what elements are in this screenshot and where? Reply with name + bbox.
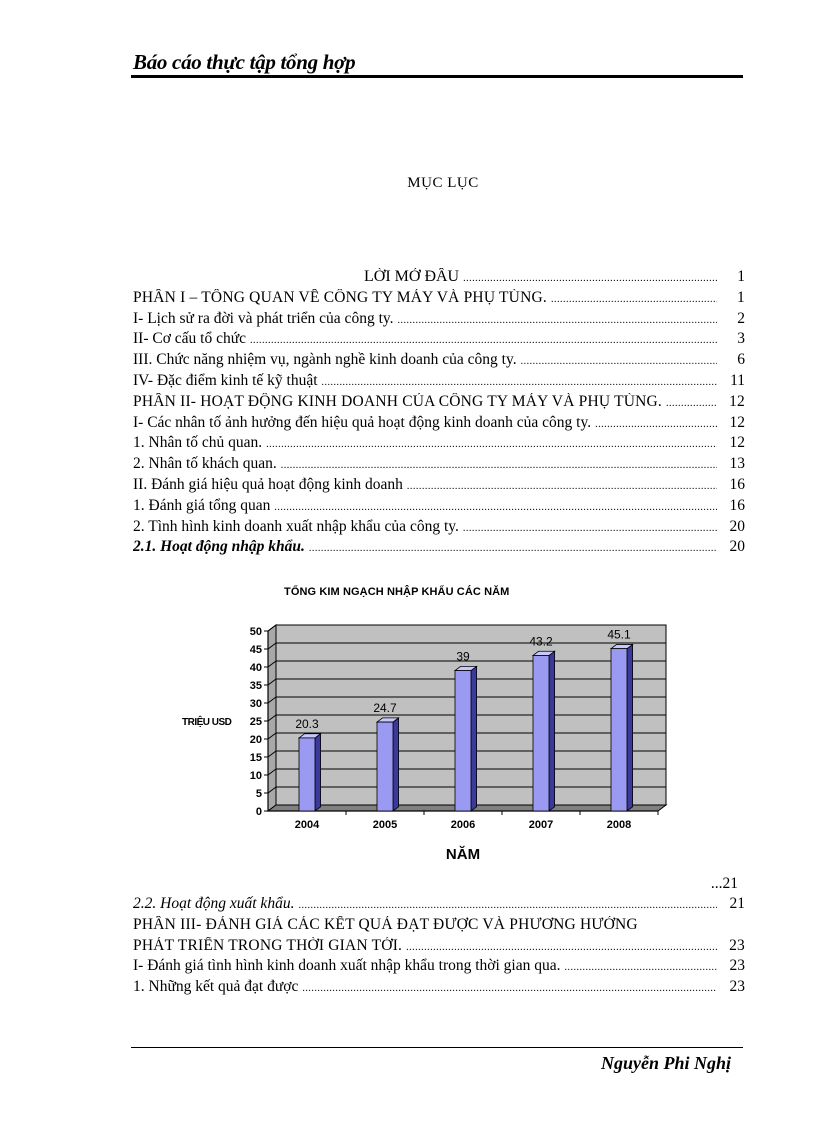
- toc-entry[interactable]: [133, 414, 745, 435]
- toc-entry-title: IV- Đặc điểm kinh tế kỹ thuật: [133, 371, 318, 389]
- bar: [611, 649, 627, 811]
- toc-entry-title: I- Lịch sử ra đời và phát triển của công ty.: [133, 309, 394, 327]
- toc-entry-title: II. Đánh giá hiệu quả hoạt động kinh doanh: [133, 475, 403, 493]
- y-tick-label: 30: [249, 698, 262, 710]
- toc-entry[interactable]: [133, 434, 745, 455]
- y-axis-label: TRIỆU USD: [182, 717, 232, 728]
- toc-entry-title: III. Chức năng nhiệm vụ, ngành nghề kinh doanh của công ty.: [133, 351, 517, 369]
- toc-dot-leader: [551, 294, 717, 305]
- toc-dot-leader: [398, 315, 718, 326]
- chart-title: TỔNG KIM NGẠCH NHẬP KHẨU CÁC NĂM: [284, 586, 510, 598]
- toc-entry[interactable]: [133, 937, 745, 958]
- toc-entry[interactable]: [133, 289, 745, 310]
- toc-entry-page: 23: [729, 978, 745, 996]
- bar-data-label: 20.3: [295, 716, 319, 731]
- toc-entry-page: 23: [729, 936, 745, 954]
- toc-dot-leader: [406, 942, 717, 953]
- toc-entry-title: I- Đánh giá tình hình kinh doanh xuất nhập khẩu trong thời gian qua.: [133, 957, 561, 975]
- toc-entry[interactable]: [133, 518, 745, 539]
- bar-data-label: 45.1: [607, 627, 631, 642]
- toc-entry-page: 16: [729, 475, 745, 493]
- toc-entry[interactable]: [133, 476, 745, 497]
- toc-entry-title: 1. Những kết quả đạt được: [133, 978, 299, 996]
- bar: [377, 722, 393, 811]
- toc-entry-title: PHẦN II- HOẠT ĐỘNG KINH DOANH CỦA CÔNG TY MÁY VÀ PHỤ TÙNG.: [133, 392, 662, 410]
- toc-entry[interactable]: [133, 957, 745, 978]
- toc-entry-title: II- Cơ cấu tổ chức: [133, 330, 246, 348]
- toc-list-bottom: [133, 895, 745, 999]
- bar-data-label: 43.2: [529, 634, 553, 649]
- toc-entry[interactable]: [133, 895, 745, 916]
- toc-entry-title: 1. Đánh giá tổng quan: [133, 496, 271, 514]
- x-axis-label: NĂM: [445, 846, 481, 863]
- bar-side: [471, 666, 477, 811]
- toc-entry[interactable]: [133, 916, 745, 937]
- toc-dot-leader: [564, 962, 717, 973]
- toc-entry-title: PHÁT TRIỂN TRONG THỜI GIAN TỚI.: [133, 936, 403, 954]
- y-tick-label: 0: [255, 806, 262, 818]
- x-tick-label: 2007: [528, 819, 554, 831]
- toc-entry-title: PHẦN III- ĐÁNH GIÁ CÁC KẾT QUẢ ĐẠT ĐƯỢC VÀ PHƯƠNG HƯỚNG: [133, 915, 638, 933]
- bar: [533, 655, 549, 811]
- toc-entry-page: 3: [737, 330, 745, 348]
- toc-dot-leader: [322, 377, 717, 388]
- toc-entry-title: 2. Nhân tố khách quan.: [133, 455, 277, 473]
- y-tick-label: 50: [249, 626, 262, 638]
- toc-entry-page: 1: [737, 288, 745, 306]
- toc-entry-title: I- Các nhân tố ảnh hưởng đến hiệu quả hoạt động kinh doanh của công ty.: [133, 413, 592, 431]
- toc-entry-page: 23: [729, 957, 745, 975]
- bar-data-label: 24.7: [373, 701, 397, 716]
- bar-side: [549, 651, 555, 811]
- bar: [299, 738, 315, 811]
- toc-dot-leader: [666, 398, 717, 409]
- toc-entry[interactable]: [133, 455, 745, 476]
- toc-entry[interactable]: [133, 538, 745, 559]
- toc-entry-title: 2. Tình hình kinh doanh xuất nhập khẩu của công ty.: [133, 517, 459, 535]
- toc-dot-leader: [274, 502, 717, 513]
- report-header-title: Báo cáo thực tập tổng hợp: [133, 50, 356, 74]
- toc-list-top: [133, 268, 745, 559]
- toc-dot-leader: [298, 900, 717, 911]
- toc-entry[interactable]: [133, 372, 745, 393]
- toc-entry-page: 2: [737, 309, 745, 327]
- bar: [455, 671, 471, 811]
- y-tick-label: 5: [255, 788, 262, 800]
- toc-dot-leader: [309, 543, 717, 554]
- toc-dot-leader: [250, 335, 717, 346]
- toc-page-number-continuation: ...21: [710, 875, 738, 892]
- toc-entry-title: PHẦN I – TỔNG QUAN VỀ CÔNG TY MÁY VÀ PHỤ TÙNG.: [133, 288, 547, 306]
- bar-side: [627, 644, 633, 811]
- toc-entry-page: 21: [729, 895, 745, 912]
- toc-dot-leader: [302, 983, 717, 994]
- toc-entry-title: 2.1. Hoạt động nhập khẩu.: [133, 538, 305, 556]
- x-tick-label: 2008: [606, 819, 632, 831]
- bar-data-label: 39: [456, 649, 470, 664]
- toc-entry-page: 20: [729, 517, 745, 535]
- toc-entry[interactable]: [133, 330, 745, 351]
- toc-entry[interactable]: [133, 393, 745, 414]
- y-tick-label: 20: [249, 734, 262, 746]
- y-tick-label: 40: [249, 662, 262, 674]
- toc-entry-page: 11: [730, 371, 745, 389]
- toc-entry-page: 16: [729, 496, 745, 514]
- toc-entry[interactable]: [133, 978, 745, 999]
- x-tick-label: 2004: [294, 819, 320, 831]
- toc-dot-leader: [595, 419, 717, 430]
- y-tick-label: 25: [249, 716, 262, 728]
- toc-entry-page: 12: [729, 392, 745, 410]
- x-tick-label: 2005: [372, 819, 398, 831]
- toc-entry[interactable]: [133, 268, 745, 289]
- toc-dot-leader: [407, 481, 717, 492]
- toc-entry-page: 12: [729, 434, 745, 452]
- toc-dot-leader: [463, 523, 717, 534]
- header-rule: [131, 75, 743, 78]
- toc-entry-title: 2.2. Hoạt động xuất khẩu.: [133, 895, 295, 912]
- y-tick-label: 15: [249, 752, 262, 764]
- toc-dot-leader: [521, 356, 717, 367]
- x-tick-label: 2006: [450, 819, 476, 831]
- toc-entry-title: 1. Nhân tố chủ quan.: [133, 434, 263, 452]
- toc-entry[interactable]: [133, 310, 745, 331]
- toc-entry-page: 12: [729, 413, 745, 431]
- toc-dot-leader: [463, 273, 717, 284]
- y-tick-label: 10: [249, 770, 262, 782]
- toc-entry[interactable]: [133, 497, 745, 518]
- y-tick-label: 35: [249, 680, 262, 692]
- toc-entry-page: 20: [729, 538, 745, 556]
- import-bar-chart: [180, 616, 680, 866]
- footer-rule: [131, 1047, 743, 1048]
- footer-author: Nguyễn Phi Nghị: [600, 1053, 731, 1073]
- bar-side: [393, 718, 399, 811]
- bar-side: [315, 734, 321, 811]
- toc-dot-leader: [281, 460, 717, 471]
- toc-entry-page: 6: [737, 351, 745, 369]
- toc-entry-page: 13: [729, 455, 745, 473]
- toc-heading: MỤC LỤC: [407, 175, 479, 191]
- toc-entry-title: LỜI MỞ ĐẦU: [364, 268, 460, 285]
- y-tick-label: 45: [249, 644, 262, 656]
- toc-dot-leader: [266, 439, 717, 450]
- toc-entry-page: 1: [737, 268, 745, 285]
- toc-entry[interactable]: [133, 351, 745, 372]
